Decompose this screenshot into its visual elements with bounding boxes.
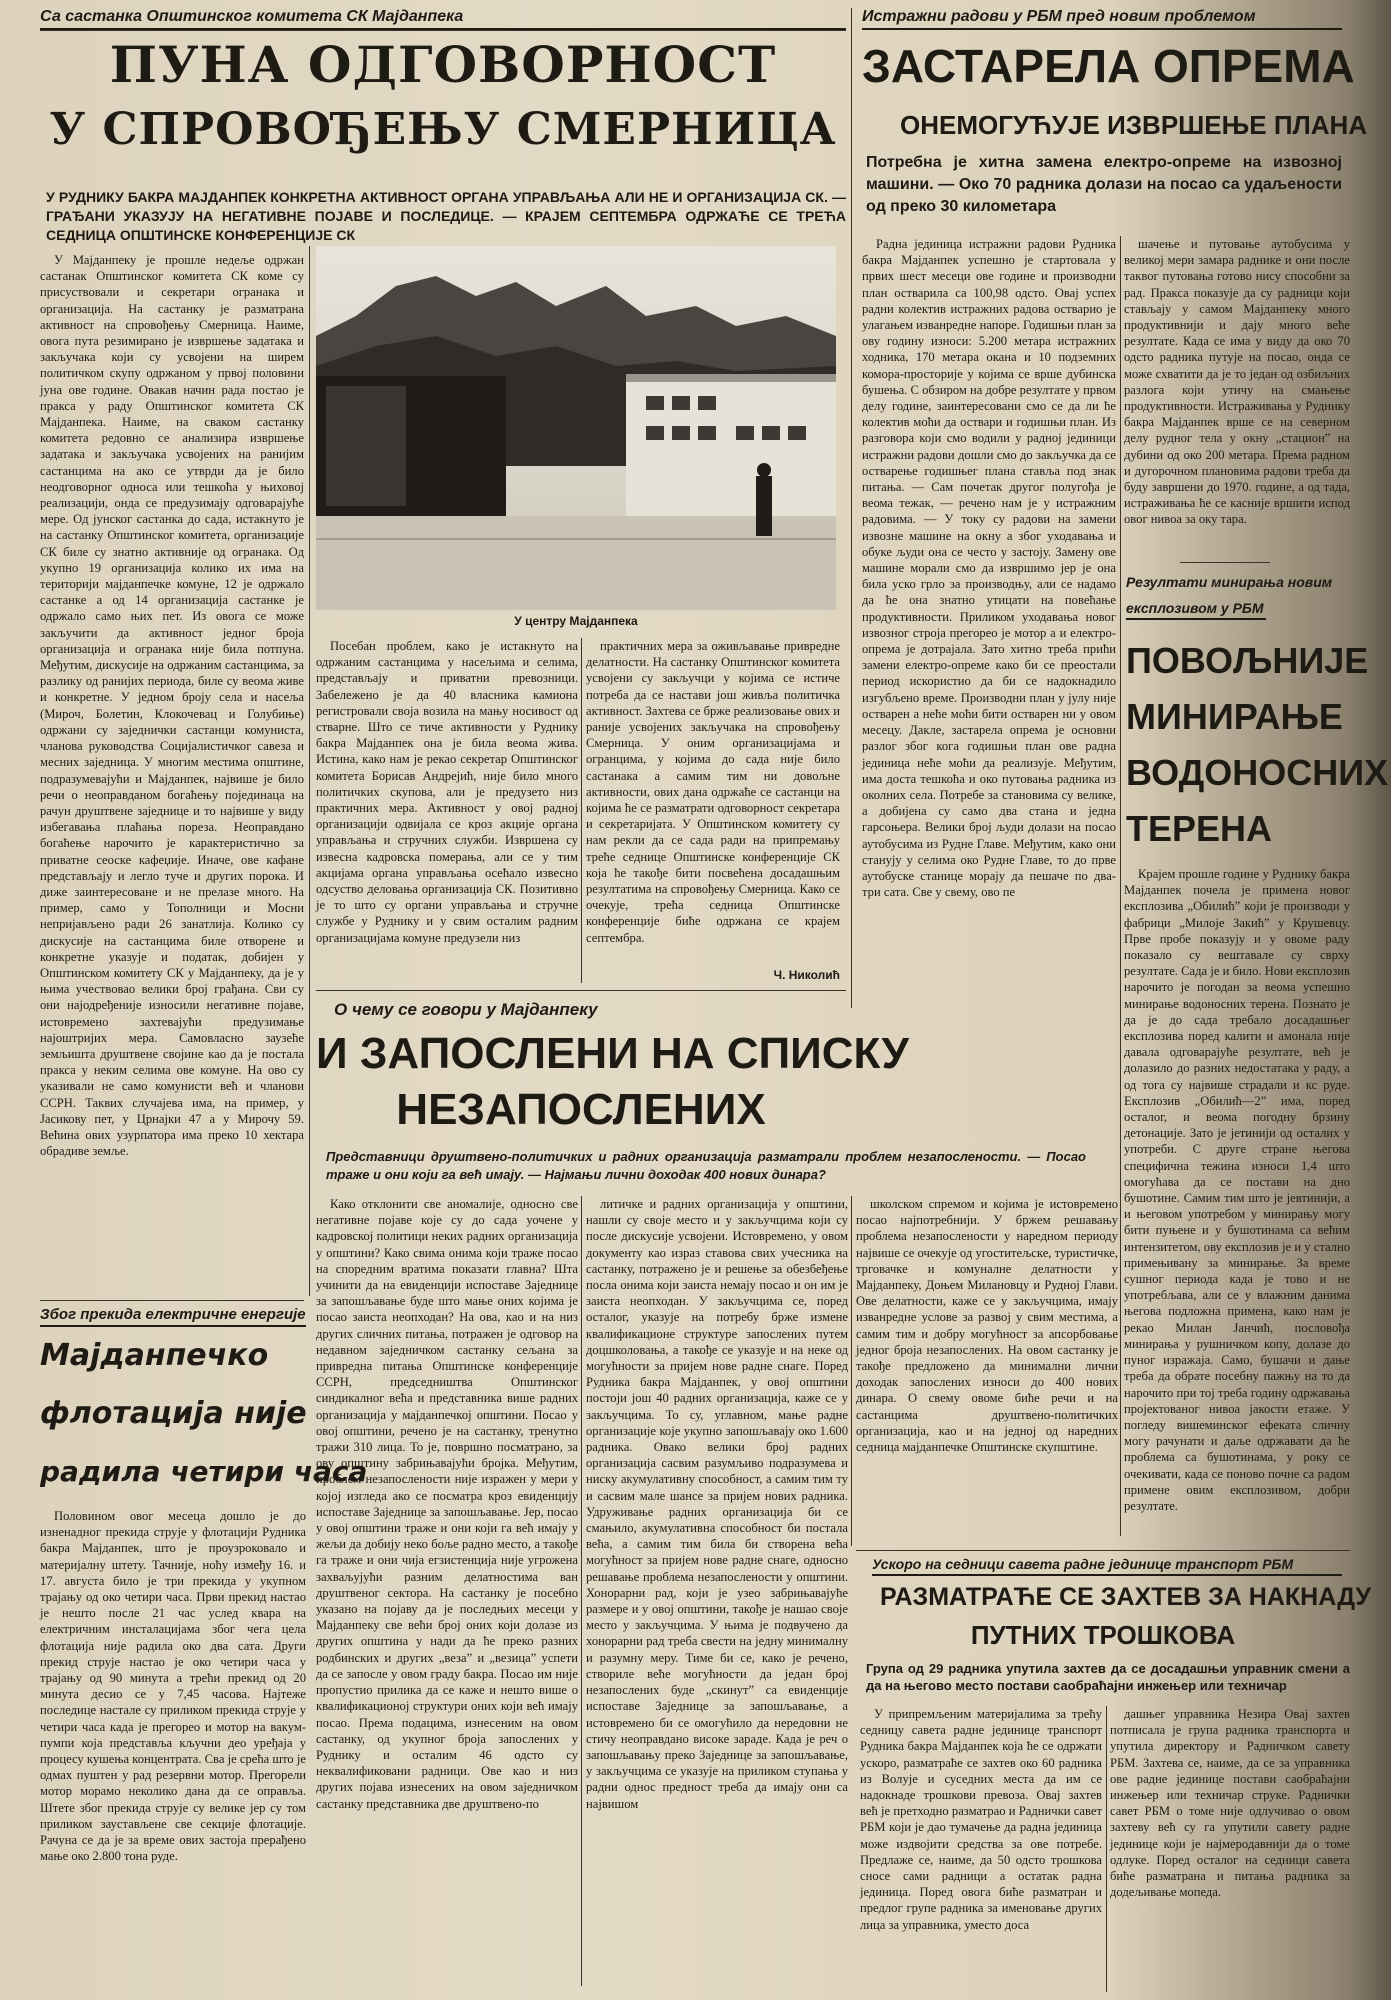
column-rule: [1120, 236, 1121, 1536]
left-article-col1: У Мајданпеку је прошле недеље одржан састанак Општинског комитета СК коме су присуствовали и секретари огранака и организација. На састанку је разматрана активност на спровођењу Смерница. Наиме, овога пута резимирано је извршење задатака и закључака који су усвојени на ширем политичком скупу одржаном у првој половини јуна ове године. Овакав начин рада постао је пракса у раду Општинског комитета СК Мајданпека. Наиме, на сваком састанку комитета редовно се анализира извршење задатака и закључака усвојених на ранијим састанцима на ако се утврди да је било неодговорног односа или тешкоћа у њиховој реализацији, онда се предузимају одговарајуће мере. Од јунског састанка до сада, истакнуто је на састанку Општинског комитета, организације СК биле су знатно активније од огранака. Од укупно 19 организација колико их има на територији мајданпечке комуне, 12 је одржало састанке а од 14 организација састанке је одржало само њих пет. Из овога се може закључити да активност једног броја организација и огранака није била потпуна. Међутим, дискусије на одржаним састанцима, за разлику од ранијих периода, биле су веома живе и конкретне. У једном броју села и насеља (Мироч, Болетин, Клокочевац и Голубиње) одржани су заједнички састанци комуниста, чланова руководства Социјалистичког савеза и месних заједница. У многим местима општине, подразумевајући и Мајданпек, највише је било речи о неоправданом богаћењу појединаца на рачун друштвене заједнице и то највише у виду избегавања плаћања пореза. Неоправдано богаћење нарочито је карактеристично за приватне сеоске кафеџије. Иначе, ове кафане представљају и легло туче и других порока. И диже заинтересоване и не прелазе много. На пример, само у Тополници и Мосни непријављено ради 26 занатлија. Колико су дискусије на састанцима биле отворене и конкретне указује и податак, добијен у Општинском комитету СК у Мајданпеку, да је у њима учествовао велики број грађана. Сви су они најодређеније износили негативне појаве, истовремено захтевајући предузимање најоштријих мера. Самовласно заузеће земљишта друштвене својине као да је постала пракса у неким селима ове комуне. На ово су указивали не само комунисти већ и чланови ССРН. Таквих случајева има, на пример, у Јасикову пет, у Црнајки 47 а у Мирочу 59. Већина ових узурпатора има преко 10 хектара обрадиве земље.: [40, 253, 304, 1159]
deck-travel: Група од 29 радника упутила захтев да се досадашњи управник смени а да на његово место постави саобраћајни инжењер или техничар: [866, 1661, 1350, 1693]
divider: [316, 990, 846, 991]
unemployed-col1: Како отклонити све аномалије, односно све негативне појаве које су до сада уочене у кадровској политици неких радних организација у општини? Како свима онима који траже посао на споредним вратима показати главна? Шта учинити да на евиденцији испоставе Заједнице за запошљавање буде што мање оних којима је посао заиста неопходан? На ова, као и на низ других сличних питања, потражен је одговор на недавном заједничком састанку сељана за привредна питања Општинске конференције ССРН, председништва Општинског синдикалног већа и представника више радних организација у мајданпечкој општини. Посао у овој општини, речено је на састанку, тренутно тражи 310 лица. То је, површно посматрано, за ову општину забрињавајући бројка. Међутим, проблем незапослености није изражен у мери у којој изгледа ако се посматра кроз евиденцију испоставе Заједнице за запошљавање. Јер, посао у овој општини траже и они који га већ имају у жељи да добију неко боље радно место, а такође га траже и они чија егзистенција није угрожена захваљујући разним делатностима ван друштвеног сектора. На састанку је посебно указано на појаву да је последњих месеци у Мајданпеку све већи број оних који долазе из других општина у нади да ће преко разних родбинских и других „веза” и „везица” успети да се запосле у овом граду бакра. Посао им није пропустио прилика да се каже и нешто више о квалификационој структури оних који већ имају посао. Према подацима, изнесеним на овом састанку, од укупног броја запослених у Руднику и осталим 46 одсто су неквалификовани радници. Ове као и низ других појава изнесених на овом заједничком састанку представника две друштвено-по: [316, 1197, 578, 1811]
mining-body: Крајем прошле године у Руднику бакра Мајданпек почела је примена новог експлозива „Обилић” који је производи у фабрици „Милоје Закић” у Крушевцу. Прве пробе показују и у овоме раду показало су вештавале су сврху резултате. Сада је и било. Нови експлозив нарочито је погодан за веома успешно минирање водоносних терена. Познато је да је до сада требало досадашњег експлозива поред калити и амонала није давала одговарајуће резултате, већ је долазило до разних недостатака у раду, а од тога су највише страдали и кс руде. Експлозив „Обилић—2” има, поред осталог, и веома погодну брзину детонације. Зато је јетинији од осталих у употреби. С друге стране његова специфична тежина износи 1,4 што омогућава да се постави на дно бушотине. Самим тим што је јевтинији, а и његовом употребом у минирању могу бити пуњене и у бушотинама са већим интензитетом, ову експлозив је и у стално примењивану за минирање. За време сушног периода када је тово и не употребљава, али се у влажним данима његова подложна примена, како нам је рекао Милан Јанчић, пословођа минирања у рушничком копу, долазе до пуног изражаја. Само, бушачи и дање треба да обрате посебну пажњу на то да нарочито при тој треба годину одржавања пројектованог нивоа јакости етаже. У погледу вишеминског ефеката сличну могу рачунати и даље одржавати да ће проблема са бушотинама, у року се очекивати, када се поново почне са радом примене овим експлозивом, добри резултате.: [1124, 867, 1350, 1513]
divider: [40, 1300, 304, 1301]
kicker-mining-2: експлозивом у РБМ: [1126, 600, 1266, 620]
travel-col1: У припремљеним материјалима за трећу седницу савета радне јединице транспорт Рудника бакра Мајданпек која ће се одржати ускоро, разматраће се захтев око 60 радника из Волује и суседних места да им се надокнаде трошкови превоза. Овај захтев већ је претходно разматрао и Раднички савет РБМ који је дао тумачење да радна јединица може издвојити средства за ове потребе. Предлаже се, наиме, да 50 одсто трошкова сносе сами радници а остатак радна јединица. Поред овога биће разматран и предлог групе радника за именовање других лица за управника, уместо доса: [860, 1707, 1102, 1932]
divider: [1180, 562, 1270, 563]
left-article-col2: Посебан проблем, како је истакнуто на одржаним састанцима у насељима и селима, представљају и приватни превозници. Забележено је да 40 власника камиона регистровали своја возила на мању носивост од стварне. Што се тиче активности у Руднику бакра Мајданпек она је била веома жива. Истина, како нам је рекао секретар Општинског комитета Борисав Андрејић, није било много политичких скупова, али је предузето низ практичних мера. Активност у овој радној организацији одвијала се кроз акције органа управљања и стручних служби. Извршена су извесна кадровска померања, али се у тим акцијама органа управљања осећало извесно одсуство деловања организација СК. Позитивно је то што су органи управљања и стручне службе у Руднику и у свим осталим радним организацијама комуне предузели низ: [316, 639, 578, 945]
headline-mining-4: ТЕРЕНА: [1126, 808, 1273, 849]
headline-travel-1: РАЗМАТРАЋЕ СЕ ЗАХТЕВ ЗА НАКНАДУ: [880, 1583, 1371, 1611]
deck-equipment: Потребна је хитна замена електро-опреме на извозној машини. — Око 70 радника долази на посао са удаљености од преко 30 километара: [866, 154, 1342, 215]
headline-equipment-2: ОНЕМОГУЋУЈЕ ИЗВРШЕЊЕ ПЛАНА: [900, 110, 1368, 140]
photo-caption: У центру Мајданпека: [514, 614, 638, 628]
deck-left: У РУДНИКУ БАКРА МАЈДАНПЕК КОНКРЕТНА АКТИВНОСТ ОРГАНА УПРАВЉАЊА АЛИ НЕ И ОРГАНИЗАЦИЈА СК. — ГРАЂАНИ УКАЗУЈУ НА НЕГАТИВНЕ ПОЈАВЕ И ПОСЛЕДИЦЕ. — КРАЈЕМ СЕПТЕМБРА ОДРЖАЋЕ СЕ ТРЕЋА СЕДНИЦА ОПШТИНСКЕ КОНФЕРЕНЦИЈЕ СК: [46, 189, 846, 243]
flotation-body: Половином овог месеца дошло је до изненадног прекида струје у флотацији Рудника бакра Мајданпек, што је проузроковало и материјалну штету. Тачније, ноћу између 16. и 17. августа било је три прекида у укупном трајању од око четири часа. Први прекид настао је нешто после 21 час услед квара на електричним инсталацијама због чега цела флотација није радила око два сата. Други прекид струје настао је око четири часа у трајању од 90 минута а трећи прекид од 20 минута десио се у 7,45 часова. Најтеже последице настале су приликом прекида струје у четири часа када је прегорео и мотор на вакум-пумпи која представља кључни део уређаја у процесу кушења концентрата. Сва је срећа што је одмах пуштен у рад резервни мотор. Прегорели мотор морамо неколико дана да се оправља. Штете због прекида струје су велике јер су том приликом заустављене све секције флотације. Рачуна се да је за време ових застоја прерађено мање око 2.800 тона руде.: [40, 1509, 306, 1864]
left-article-col3: практичних мера за оживљавање привредне делатности. На састанку Општинског комитета усвојени су закључци у којима се истиче потреба да се настави још живља политичка активност. Захтева се брже реализовање ових и раније усвојених закључака на спровођењу Смерница. У оним организацијама и огранцима, у којима до сада није било састанака а самим тим ни довољне активности, ових дана одржаће се састанци на којима ће се разматрати одговорност секретара и секретаријата. У Општинском комитету су нам рекли да се сада ради на припремању треће седнице Општинске конференције СК која ће такође бити посвећена досадашњим резултатима на спровођењу Смерница. Како се очекује, трећа седница Општинске конференције биће одржана се крајем септембра.: [586, 639, 840, 945]
equipment-col1: Радна јединица истражни радови Рудника бакра Мајданпек успешно је стартовала у првих шест месеци ове године и производни план остварила са 100,98 одсто. Овај успех радни колектив истражних радова остварио је улагањем изванредне напоре. Годишњи план за ову годину износи: 5.200 метара истражних ходника, 170 метара окана и 10 подземних комора-просторије у којима се врше дубинска бушења. С обзиром на добре резултате у првом делу године, заинтересовани смо се да ли ће колектив моћи да оствари и годишњи план. Из разговора који смо водили у радној јединици истражни радови дошли смо до закључка да се остварење годишњег плана ставља под знак питања. — Сам почетак другог полугођа је веома тежак, — речено нам је у истражним радовима. — У току су радови на замени извозне машине на окну а због уходавања и обуке људи она се често у застоју. Замену ове машине морали смо да извршимо јер је она била уско грло за производњу, али се надамо да ће она знатно утицати на повећање продуктивности. Приликом уходавања новог извозног строја прегорео је мотор а и електро-опрема је дотрајала. Зато хитно треба прићи замени електро-опреме како би се преостали период искористио да би се надокнадило изгубљено време. Производни план у јулу није остварен а неће моћи бити остварен ни у овом месецу. Дакле, застарела опрема је основни разлог због кога годишњи план ове радна јединица неће моћи да реализује. Међутим, има доста тешкоћа и око путовања радника из околних села. Потребе за становима су велике, а добијена су само два стана и једна гарсоњера. Велики број људи долази на посао аутобусима из Рудне Главе. Међутим, како они станују у селима око Рудне Главе, то до прве аутобуске станице морају да пешаче по два-три сата. Све у свему, ово пе: [862, 237, 1117, 900]
headline-equipment-1: ЗАСТАРЕЛА ОПРЕМА: [862, 40, 1355, 92]
column-rule: [581, 1196, 582, 1986]
unemployed-col2: литичке и радних организација у општини, нашли су своје место и у закључцима који су после дискусије усвојени. Истовремено, у овом документу као израз ставова свих учесника на састанку, потражено је и решење за обезбеђење посла онима који заиста немају посао и он им је заиста неопходан. У закључцима се, поред осталог, указује на потребу брже измене квалификационе структуре запослених путем доцшколовања, а такође се указује и на неке од могућности за пријем нове радне снаге. Поред Рудника бакра Мајданпек, у овој општини постоји још 40 радних организација, каже се у закључцима. То су, углавном, мање радне организације које укупно запошљавају око 1.600 радника. Овако велики број радних организација сасвим разумљиво подразумева и ниску акумулативну способност, а самим тим ту и сасвим мале шансе за пријем нових радника. Удруживање радних организација би се смањило, акумулативна способност би постала већа, а самим тим била би створена већа могућност за пријем нове радне снаге, односно решавање проблема незапослености у општини. Хонорарни рад, који је узео забрињавајуће размере и у овој општини, такође је нашао своје место у закључцима. У њима је подвучено да хонорарни рад треба свести на једну минималну и разумну меру. Тиме би се, како је речено, створиле веће могућности да један број незапослених буде „скинут” са евиденције испоставе Заједнице за запошљавање, а истовремено би се омогућило да нередовни не стичу неоправдано високе зараде. Када је реч о запошљавању преко Заједнице за запошљавање, у закључцима се указује на приликом ступања у радни однос предност треба да имају они са највишом: [586, 1197, 848, 1811]
headline-travel-2: ПУТНИХ ТРОШКОВА: [970, 1620, 1236, 1650]
unemployed-col3: школском спремом и којима је истовремено посао најпотребнији. У бржем решавању проблема незапослености у наредном периоду највише се очекује од угоститељске, туристичке, трговачке и комуналне делатности у Мајданпеку, Доњем Милановцу и Рудној Глави. Ове делатности, каже се у закључцима, имају изванредне услове за развој у свим местима, а самим тим и добру могућност за апсорбовање једног броја незапослених. На овом састанку је такође предложено да минимални лични доходак запослених износи до 400 нових динара. О свему овоме биће речи и на састанцима друштвено-политичких организација, као и на једној од наредних седница мајданпечке Општинске скупштине.: [856, 1197, 1118, 1455]
headline-flotation-2: флотација није: [40, 1396, 307, 1431]
headline-left-2: У СПРОВОЂЕЊУ СМЕРНИЦА: [49, 104, 837, 155]
signature: Ч. Николић: [773, 968, 840, 982]
kicker-mining-1: Резултати минирања новим: [1126, 574, 1333, 590]
headline-flotation-3: радила четири часа: [40, 1455, 368, 1488]
headline-mining-3: ВОДОНОСНИХ: [1126, 752, 1389, 793]
headline-mining-2: МИНИРАЊЕ: [1126, 696, 1343, 737]
photo-majdanpek-center: [316, 246, 836, 610]
headline-flotation-1: Мајданпечко: [40, 1338, 269, 1373]
headline-mining-1: ПОВОЉНИЈЕ: [1126, 640, 1369, 681]
kicker-unemployed: О чему се говори у Мајданпеку: [334, 1000, 598, 1019]
divider: [856, 1550, 1350, 1551]
column-rule: [851, 1196, 852, 1546]
kicker-equipment: Истражни радови у РБМ пред новим проблемом: [862, 8, 1342, 30]
kicker-travel: Ускоро на седници савета радне јединице транспорт РБМ: [872, 1556, 1342, 1576]
headline-unemployed-2: НЕЗАПОСЛЕНИХ: [396, 1085, 766, 1134]
column-rule: [581, 638, 582, 983]
kicker-flotation: Због прекида електричне енергије: [40, 1306, 306, 1327]
deck-unemployed: Представници друштвено-политичких и радних организација разматрали проблем незапослености. — Посао траже и они који га већ имају. — Најмањи лични доходак 400 нових динара?: [326, 1149, 1086, 1182]
travel-col2: дашњег управника Незира Овај захтев потписала је група радника транспорта и упутила директору и Радничком савету РБМ. Захтева се, наиме, да се за управника ове радне јединице постави саобраћајни инжењер или техничар струке. Раднички савет РБМ о томе није одлучивао о овом захтеву већ су га упутили савету радне јединице који је најмеродавнији да о томе одлуке. Поред осталог на седници савета биће разматрана и питања радника за додељивање мопеда.: [1110, 1707, 1350, 1900]
column-rule: [851, 8, 852, 1008]
divider: [40, 30, 846, 31]
headline-left-1: ПУНА ОДГОВОРНОСТ: [109, 35, 777, 94]
kicker-left: Са састанка Општинског комитета СК Мајданпека: [40, 8, 846, 30]
column-rule: [309, 246, 310, 1296]
equipment-col2: шачење и путовање аутобусима у великој мери замара раднике и они после таквог путовања готово нису способни за рад. Пракса показује да су радници који стављају у самом Мајданпеку много продуктивнији и дају много веће резултате. Када се има у виду да око 70 одсто радника путује на посао, онда се може схватити да је то један од озбиљних разлога који утичу на смањење продуктивности. Истраживања у Руднику бакра Мајданпек врше се на северном делу рудног тела у окну „стацион” на дубини од око 200 метара. Према радном и дугорочном плановима радови треба да буду завршени до 1970. године, а од тада, истраживања ће се касније вршити испод овог нивоа за оку тара.: [1124, 237, 1350, 527]
headline-unemployed-1: И ЗАПОСЛЕНИ НА СПИСКУ: [316, 1029, 909, 1078]
column-rule: [1106, 1706, 1107, 1992]
